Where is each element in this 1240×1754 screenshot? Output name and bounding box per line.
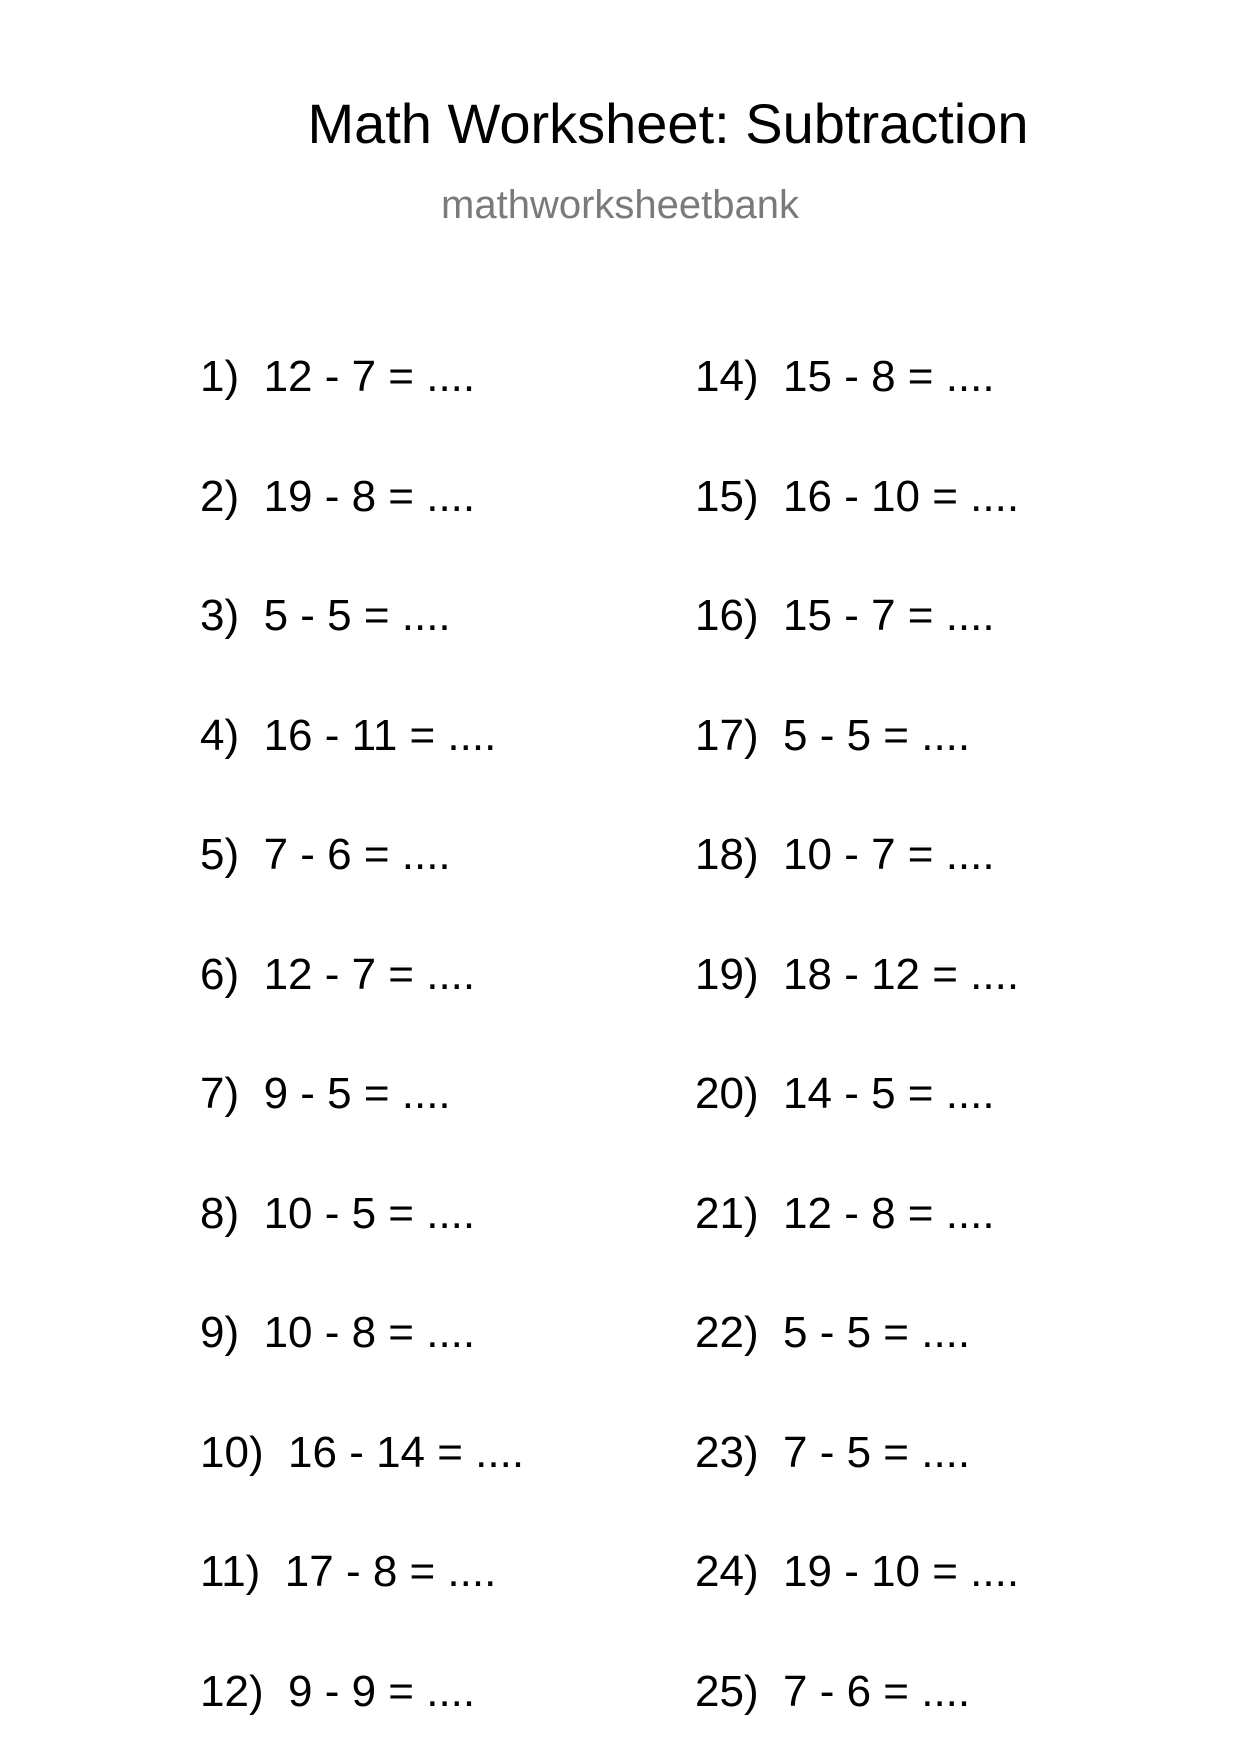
problem-item: 18) 10 - 7 = .... — [695, 830, 995, 879]
problem-item: 17) 5 - 5 = .... — [695, 711, 971, 760]
problem-item: 9) 10 - 8 = .... — [200, 1308, 476, 1357]
problem-item: 1) 12 - 7 = .... — [200, 352, 476, 401]
worksheet-title: Math Worksheet: Subtraction — [307, 92, 1029, 155]
problem-item: 20) 14 - 5 = .... — [695, 1069, 995, 1118]
problem-item: 15) 16 - 10 = .... — [695, 472, 1020, 521]
problem-item: 14) 15 - 8 = .... — [695, 352, 995, 401]
problem-item: 12) 9 - 9 = .... — [200, 1667, 476, 1716]
problem-item: 11) 17 - 8 = .... — [200, 1547, 497, 1596]
problem-item: 2) 19 - 8 = .... — [200, 472, 476, 521]
problem-item: 19) 18 - 12 = .... — [695, 950, 1020, 999]
problem-item: 3) 5 - 5 = .... — [200, 591, 451, 640]
problem-item: 22) 5 - 5 = .... — [695, 1308, 971, 1357]
problem-item: 8) 10 - 5 = .... — [200, 1189, 476, 1238]
worksheet-source: mathworksheetbank — [441, 183, 799, 227]
problem-item: 25) 7 - 6 = .... — [695, 1667, 971, 1716]
problem-item: 23) 7 - 5 = .... — [695, 1428, 971, 1477]
problem-item: 24) 19 - 10 = .... — [695, 1547, 1020, 1596]
problem-item: 5) 7 - 6 = .... — [200, 830, 451, 879]
problem-item: 21) 12 - 8 = .... — [695, 1189, 995, 1238]
problem-item: 6) 12 - 7 = .... — [200, 950, 476, 999]
problem-item: 4) 16 - 11 = .... — [200, 711, 497, 760]
problem-item: 10) 16 - 14 = .... — [200, 1428, 525, 1477]
problem-item: 16) 15 - 7 = .... — [695, 591, 995, 640]
problem-item: 7) 9 - 5 = .... — [200, 1069, 451, 1118]
